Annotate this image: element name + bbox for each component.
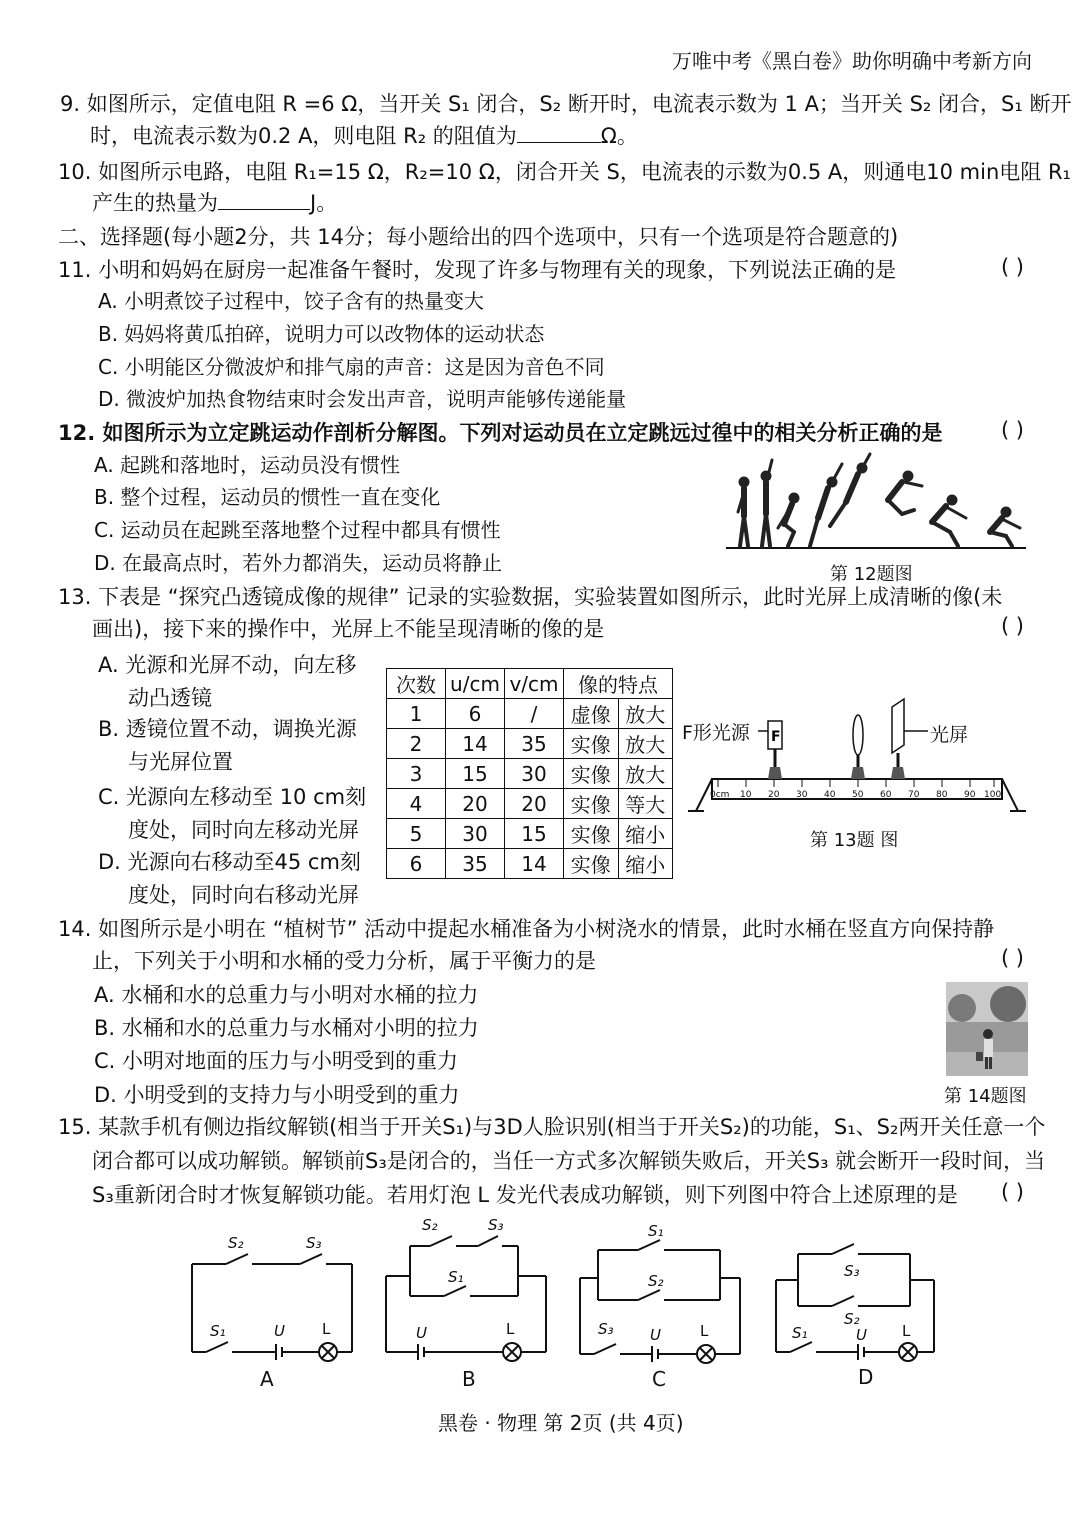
table-cell: 放大 xyxy=(618,759,673,789)
q12-stem: 12. 如图所示为立定跳运动作剖析分解图。下列对运动员在立定跳远过徨中的相关分析正确的是 xyxy=(58,421,943,445)
q10-line2-pre: 产生的热量为 xyxy=(92,191,218,215)
tick-label: 10 xyxy=(740,790,752,800)
battery-label: U xyxy=(274,1322,285,1340)
table-cell: 20 xyxy=(505,789,564,819)
q9-line2-post: Ω。 xyxy=(600,124,638,148)
q15-answer-paren[interactable]: ( ) xyxy=(1000,1180,1024,1204)
lamp-label: L xyxy=(322,1320,331,1338)
table-cell: 放大 xyxy=(618,699,673,729)
q11-option-c[interactable]: C. 小明能区分微波炉和排气扇的声音：这是因为音色不同 xyxy=(98,355,605,379)
table-cell: 35 xyxy=(505,729,564,759)
table-cell: 实像 xyxy=(564,819,619,849)
table-cell: 实像 xyxy=(564,729,619,759)
page-footer: 黑卷 · 物理 第 2页 (共 4页) xyxy=(438,1411,684,1435)
q12-option-b[interactable]: B. 整个过程，运动员的惯性一直在变化 xyxy=(94,485,441,509)
table-header-cell: 像的特点 xyxy=(564,669,673,699)
table-row xyxy=(387,789,673,819)
switch-label: S₁ xyxy=(648,1222,664,1240)
q10-line2-post: J。 xyxy=(310,191,338,215)
table-cell: 放大 xyxy=(618,729,673,759)
table-cell: 20 xyxy=(446,789,505,819)
section-2-heading: 二、选择题(每小题2分，共 14分；每小题给出的四个选项中，只有一个选项是符合题意的) xyxy=(58,225,899,249)
table-header-cell: v/cm xyxy=(505,669,564,699)
table-cell: 3 xyxy=(387,759,446,789)
screen-label: 光屏 xyxy=(930,724,969,746)
table-cell: 15 xyxy=(505,819,564,849)
switch-label: S₂ xyxy=(648,1272,664,1290)
circuit-letter: B xyxy=(462,1367,476,1391)
lamp-label: L xyxy=(700,1322,709,1340)
circuit-d[interactable] xyxy=(772,1236,944,1394)
table-cell: 30 xyxy=(446,819,505,849)
q13-stem-line1: 13. 下表是 “探究凸透镜成像的规律” 记录的实验数据，实验装置如图所示，此时光屏上成清晰的像(未 xyxy=(58,585,1003,609)
q14-option-d[interactable]: D. 小明受到的支持力与小明受到的重力 xyxy=(94,1083,460,1107)
table-row xyxy=(387,849,673,879)
f-light-source xyxy=(768,721,782,779)
q14-stem-line1: 14. 如图所示是小明在 “植树节” 活动中提起水桶准备为小树浇水的情景，此时水桶在竖直方向保持静 xyxy=(58,917,995,941)
q14-option-a[interactable]: A. 水桶和水的总重力与小明对水桶的拉力 xyxy=(94,983,479,1007)
q12-long-jump-figure xyxy=(722,452,1032,554)
f-letter: F xyxy=(771,729,781,745)
table-cell: 4 xyxy=(387,789,446,819)
lamp-label: L xyxy=(902,1322,911,1340)
q15-line2: 闭合都可以成功解锁。解锁前S₃是闭合的，当任一方式多次解锁失败后，开关S₃ 就会断开一段时间，当 xyxy=(92,1149,1046,1173)
table-cell: 14 xyxy=(446,729,505,759)
battery-label: U xyxy=(650,1326,661,1344)
switch-label: S₃ xyxy=(488,1216,504,1234)
q9-line2 xyxy=(90,121,638,151)
q13-option-a[interactable] xyxy=(98,650,356,713)
table-cell: 实像 xyxy=(564,789,619,819)
q14-option-c[interactable]: C. 小明对地面的压力与小明受到的重力 xyxy=(94,1049,459,1073)
table-cell: 15 xyxy=(446,759,505,789)
q14-photo-boy-with-bucket xyxy=(946,982,1028,1076)
tick-label: 80 xyxy=(936,790,948,800)
q13-option-b-line2: 与光屏位置 xyxy=(128,750,233,774)
q14-answer-paren[interactable]: ( ) xyxy=(1000,946,1024,970)
q11-answer-paren[interactable]: ( ) xyxy=(1000,255,1024,279)
tick-label: 20 xyxy=(768,790,780,800)
switch-label: S₁ xyxy=(448,1268,464,1286)
tick-label: 40 xyxy=(824,790,836,800)
q13-option-d-line2: 度处，同时向右移动光屏 xyxy=(128,883,359,907)
switch-label: S₂ xyxy=(228,1234,244,1252)
q11-option-b[interactable]: B. 妈妈将黄瓜拍碎，说明力可以改物体的运动状态 xyxy=(98,322,545,346)
table-cell: 1 xyxy=(387,699,446,729)
table-cell: 30 xyxy=(505,759,564,789)
table-row xyxy=(387,759,673,789)
table-cell: 实像 xyxy=(564,849,619,879)
switch-label: S₃ xyxy=(598,1320,614,1338)
q10-line1: 10. 如图所示电路，电阻 R₁=15 Ω，R₂=10 Ω，闭合开关 S，电流表的示数为0.5 A，则通电10 min电阻 R₁ xyxy=(58,160,1071,184)
table-header-cell: u/cm xyxy=(446,669,505,699)
q15-line1: 15. 某款手机有侧边指纹解锁(相当于开关S₁)与3D人脸识别(相当于开关S₂)的功能，S₁、S₂两开关任意一个 xyxy=(58,1115,1046,1139)
table-cell: 等大 xyxy=(618,789,673,819)
q11-option-a[interactable]: A. 小明煮饺子过程中，饺子含有的热量变大 xyxy=(98,289,485,313)
table-cell: 6 xyxy=(387,849,446,879)
table-cell: 缩小 xyxy=(618,849,673,879)
switch-label: S₁ xyxy=(210,1322,226,1340)
switch-label: S₃ xyxy=(844,1262,860,1280)
circuit-letter: D xyxy=(858,1365,874,1389)
tick-label: 30 xyxy=(796,790,808,800)
table-cell: 虚像 xyxy=(564,699,619,729)
switch-label: S₃ xyxy=(306,1234,322,1252)
table-cell: 2 xyxy=(387,729,446,759)
convex-lens xyxy=(851,715,865,779)
q13-option-c-line2: 度处，同时向左移动光屏 xyxy=(128,818,359,842)
table-cell: 实像 xyxy=(564,759,619,789)
q12-option-d[interactable]: D. 在最高点时，若外力都消失，运动员将静止 xyxy=(94,551,503,575)
table-cell: / xyxy=(505,699,564,729)
circuit-letter: C xyxy=(652,1367,666,1391)
q11-stem: 11. 小明和妈妈在厨房一起准备午餐时，发现了许多与物理有关的现象，下列说法正确的是 xyxy=(58,258,897,282)
battery-label: U xyxy=(416,1324,427,1342)
table-header-row xyxy=(387,669,673,699)
q13-option-b[interactable] xyxy=(98,714,357,777)
q10-line2 xyxy=(92,188,337,218)
q13-optical-bench-figure xyxy=(682,695,1027,820)
switch-label: S₂ xyxy=(844,1310,860,1328)
table-cell: 5 xyxy=(387,819,446,849)
q11-option-d[interactable]: D. 微波炉加热食物结束时会发出声音，说明声能够传递能量 xyxy=(98,387,627,411)
q13-option-a-line1: A. 光源和光屏不动，向左移 xyxy=(98,653,357,677)
q13-option-a-line2: 动凸透镜 xyxy=(128,686,212,710)
table-row xyxy=(387,819,673,849)
q13-figure-caption: 第 13题 图 xyxy=(810,830,899,851)
q12-figure-caption: 第 12题图 xyxy=(830,564,913,585)
q10-answer-blank[interactable] xyxy=(218,189,310,210)
table-cell: 14 xyxy=(505,849,564,879)
tick-label: 70 xyxy=(908,790,920,800)
circuit-letter: A xyxy=(260,1367,274,1391)
lamp-label: L xyxy=(506,1320,515,1338)
q13-option-c[interactable] xyxy=(98,782,366,845)
switch-label: S₁ xyxy=(792,1324,808,1342)
circuit-b[interactable] xyxy=(382,1212,554,1394)
q15-line3: S₃重新闭合时才恢复解锁功能。若用灯泡 L 发光代表成功解锁，则下列图中符合上述原理的是 xyxy=(92,1183,958,1207)
tick-label: 100 xyxy=(984,790,1002,800)
tick-label: 50 xyxy=(852,790,864,800)
q12-option-c[interactable]: C. 运动员在起跳至落地整个过程中都具有惯性 xyxy=(94,518,501,542)
page-header: 万唯中考《黑白卷》助你明确中考新方向 xyxy=(672,49,1032,73)
battery-label: U xyxy=(856,1326,867,1344)
table-cell: 缩小 xyxy=(618,819,673,849)
table-row xyxy=(387,729,673,759)
table-header-cell: 次数 xyxy=(387,669,446,699)
table-cell: 6 xyxy=(446,699,505,729)
light-source-label: F形光源 xyxy=(682,722,750,744)
tick-label: 60 xyxy=(880,790,892,800)
circuit-a[interactable] xyxy=(188,1224,360,1394)
tick-label: 90 xyxy=(964,790,976,800)
q14-stem-line2: 止，下列关于小明和水桶的受力分析，属于平衡力的是 xyxy=(92,949,596,973)
switch-label: S₂ xyxy=(422,1216,438,1234)
q9-line2-pre: 时，电流表示数为0.2 A，则电阻 R₂ 的阻值为 xyxy=(90,124,517,148)
q13-stem-line2: 画出)，接下来的操作中，光屏上不能呈现清晰的像的是 xyxy=(92,617,605,641)
table-cell: 35 xyxy=(446,849,505,879)
q12-option-a[interactable]: A. 起跳和落地时，运动员没有惯性 xyxy=(94,453,401,477)
table-row xyxy=(387,699,673,729)
q13-answer-paren[interactable]: ( ) xyxy=(1000,614,1024,638)
q13-option-d-line1: D. 光源向右移动至45 cm刻 xyxy=(98,850,361,874)
q13-option-c-line1: C. 光源向左移动至 10 cm刻 xyxy=(98,785,367,809)
q14-figure-caption: 第 14题图 xyxy=(944,1086,1027,1107)
q14-option-b[interactable]: B. 水桶和水的总重力与水桶对小明的拉力 xyxy=(94,1016,479,1040)
q9-line1: 9. 如图所示，定值电阻 R =6 Ω，当开关 S₁ 闭合，S₂ 断开时，电流表示数为 1 A；当开关 S₂ 闭合，S₁ 断开 xyxy=(60,92,1072,116)
q12-answer-paren[interactable]: ( ) xyxy=(1000,418,1024,442)
light-screen xyxy=(891,699,928,779)
tick-label: 0cm xyxy=(710,790,730,800)
q13-option-d[interactable] xyxy=(98,847,361,910)
q13-option-b-line1: B. 透镜位置不动，调换光源 xyxy=(98,717,357,741)
q9-answer-blank[interactable] xyxy=(517,122,601,143)
q13-data-table xyxy=(386,668,673,879)
circuit-c[interactable] xyxy=(576,1214,748,1394)
